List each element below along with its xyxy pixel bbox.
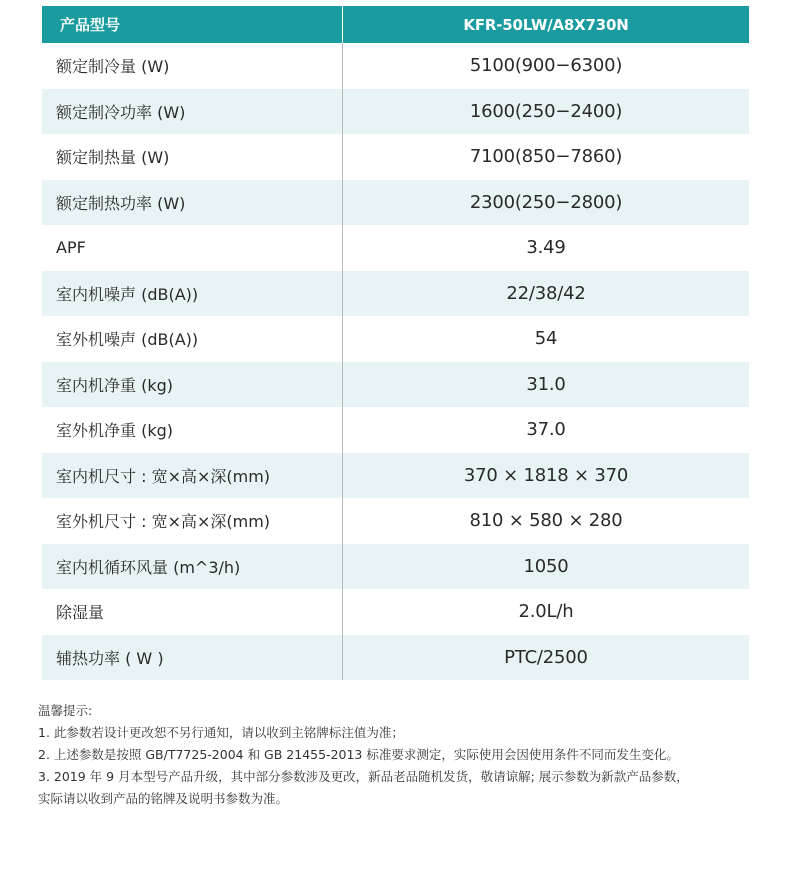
row-value: 2.0L/h xyxy=(518,601,574,623)
table-row xyxy=(42,635,749,681)
header-model: KFR-50LW/A8X730N xyxy=(463,15,629,34)
row-label: APF xyxy=(42,225,343,271)
table-row xyxy=(42,362,749,408)
table-row xyxy=(42,271,749,317)
notes-title: 温馨提示: xyxy=(38,703,93,718)
table-header xyxy=(42,6,749,43)
row-value: 1050 xyxy=(523,555,569,577)
row-label: 室外机噪声 (dB(A)) xyxy=(42,316,343,362)
row-value: 370 × 1818 × 370 xyxy=(463,464,629,486)
spec-table xyxy=(42,6,749,680)
table-row xyxy=(42,225,749,271)
table-row xyxy=(42,453,749,499)
row-label: 额定制冷量 (W) xyxy=(42,43,343,89)
row-label: 辅热功率 ( W ) xyxy=(42,635,343,681)
table-row xyxy=(42,589,749,635)
row-value: 1600(250−2400) xyxy=(469,100,623,122)
row-label: 额定制冷功率 (W) xyxy=(42,89,343,135)
row-label: 室外机尺寸 : 宽×高×深(mm) xyxy=(42,498,343,544)
row-value: 54 xyxy=(534,328,558,350)
notes xyxy=(38,700,758,810)
row-value: 22/38/42 xyxy=(506,282,586,304)
table-row xyxy=(42,407,749,453)
row-value: 810 × 580 × 280 xyxy=(469,510,623,532)
note-line: 实际请以收到产品的铭牌及说明书参数为准。 xyxy=(38,791,289,806)
row-label: 额定制热量 (W) xyxy=(42,134,343,180)
row-label: 额定制热功率 (W) xyxy=(42,180,343,226)
row-value: 3.49 xyxy=(526,237,566,259)
row-value: PTC/2500 xyxy=(504,646,588,668)
row-label: 室内机尺寸 : 宽×高×深(mm) xyxy=(42,453,343,499)
note-line: 1. 此参数若设计更改恕不另行通知，请以收到主铭牌标注值为准； xyxy=(38,725,404,740)
row-value: 2300(250−2800) xyxy=(469,191,623,213)
table-row xyxy=(42,316,749,362)
row-label: 室外机净重 (kg) xyxy=(42,407,343,453)
header-label: 产品型号 xyxy=(42,6,343,43)
table-row xyxy=(42,544,749,590)
row-label: 室内机净重 (kg) xyxy=(42,362,343,408)
note-line: 2. 上述参数是按照 GB/T7725-2004 和 GB 21455-2013 标准要求测定，实际使用会因使用条件不同而发生变化。 xyxy=(38,747,679,762)
row-label: 室内机噪声 (dB(A)) xyxy=(42,271,343,317)
row-label: 除湿量 xyxy=(42,589,343,635)
row-value: 5100(900−6300) xyxy=(469,55,623,77)
table-row xyxy=(42,43,749,89)
row-value: 31.0 xyxy=(526,373,566,395)
note-line: 3. 2019 年 9 月本型号产品升级，其中部分参数涉及更改，新品老品随机发货，敬请谅解; 展示参数为新款产品参数， xyxy=(38,769,689,784)
row-label: 室内机循环风量 (m^3/h) xyxy=(42,544,343,590)
row-value: 7100(850−7860) xyxy=(469,146,623,168)
table-row xyxy=(42,180,749,226)
table-row xyxy=(42,498,749,544)
table-row xyxy=(42,134,749,180)
row-value: 37.0 xyxy=(526,419,566,441)
table-row xyxy=(42,89,749,135)
